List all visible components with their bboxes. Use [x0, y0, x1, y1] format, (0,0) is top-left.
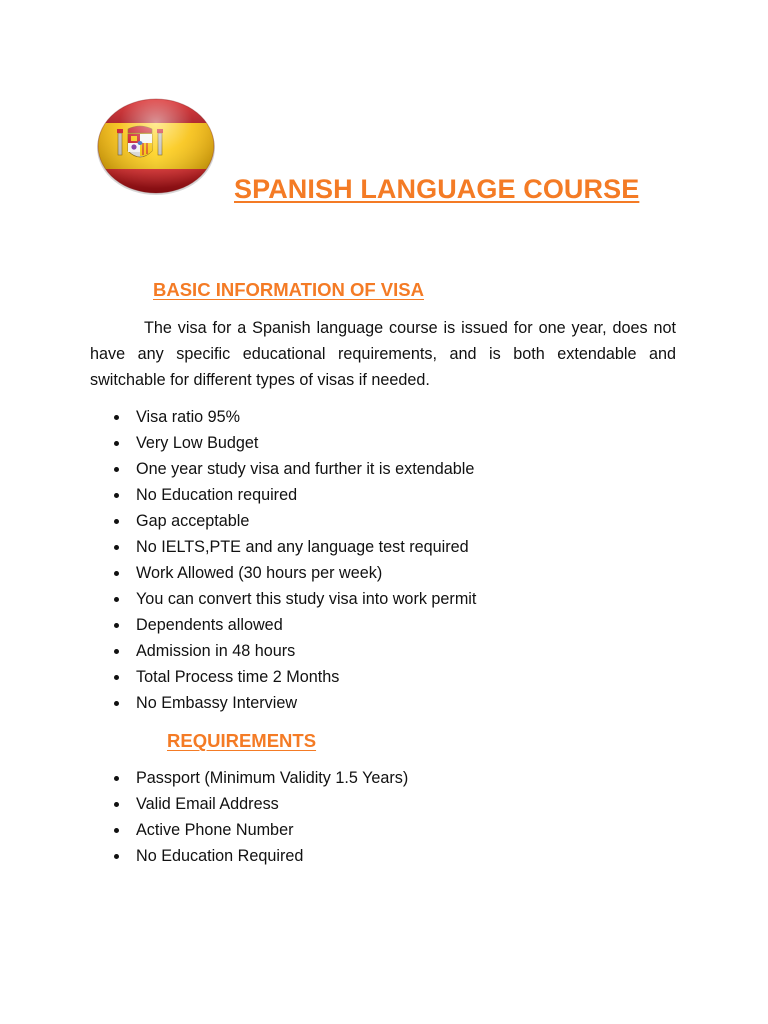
spain-flag-icon: [96, 97, 216, 195]
visa-features-list: [90, 404, 476, 716]
list-item: Passport (Minimum Validity 1.5 Years): [90, 765, 408, 791]
bullet-icon: [114, 828, 119, 833]
bullet-icon: [114, 441, 119, 446]
bullet-icon: [114, 623, 119, 628]
bullet-icon: [114, 802, 119, 807]
list-item: No Education required: [90, 482, 476, 508]
list-item: Active Phone Number: [90, 817, 408, 843]
list-item: Total Process time 2 Months: [90, 664, 476, 690]
bullet-icon: [114, 701, 119, 706]
list-item: Visa ratio 95%: [90, 404, 476, 430]
visa-info-heading: BASIC INFORMATION OF VISA: [153, 279, 424, 300]
bullet-icon: [114, 776, 119, 781]
bullet-icon: [114, 545, 119, 550]
bullet-icon: [114, 571, 119, 576]
bullet-icon: [114, 415, 119, 420]
list-item: One year study visa and further it is extendable: [90, 456, 476, 482]
list-item: Admission in 48 hours: [90, 638, 476, 664]
bullet-icon: [114, 649, 119, 654]
bullet-icon: [114, 854, 119, 859]
bullet-icon: [114, 493, 119, 498]
page-title: SPANISH LANGUAGE COURSE: [234, 174, 640, 204]
bullet-icon: [114, 519, 119, 524]
bullet-icon: [114, 467, 119, 472]
requirements-heading: REQUIREMENTS: [167, 730, 317, 751]
list-item: No IELTS,PTE and any language test required: [90, 534, 476, 560]
list-item: No Education Required: [90, 843, 408, 869]
list-item: No Embassy Interview: [90, 690, 476, 716]
list-item: Valid Email Address: [90, 791, 408, 817]
list-item: You can convert this study visa into work permit: [90, 586, 476, 612]
list-item: Very Low Budget: [90, 430, 476, 456]
bullet-icon: [114, 597, 119, 602]
visa-intro-paragraph: The visa for a Spanish language course is issued for one year, does not have any specific educational requirements, and is both extendable and switchable for different types of visas if needed.: [90, 319, 676, 389]
list-item: Gap acceptable: [90, 508, 476, 534]
requirements-list: [90, 765, 408, 869]
bullet-icon: [114, 675, 119, 680]
list-item: Dependents allowed: [90, 612, 476, 638]
list-item: Work Allowed (30 hours per week): [90, 560, 476, 586]
